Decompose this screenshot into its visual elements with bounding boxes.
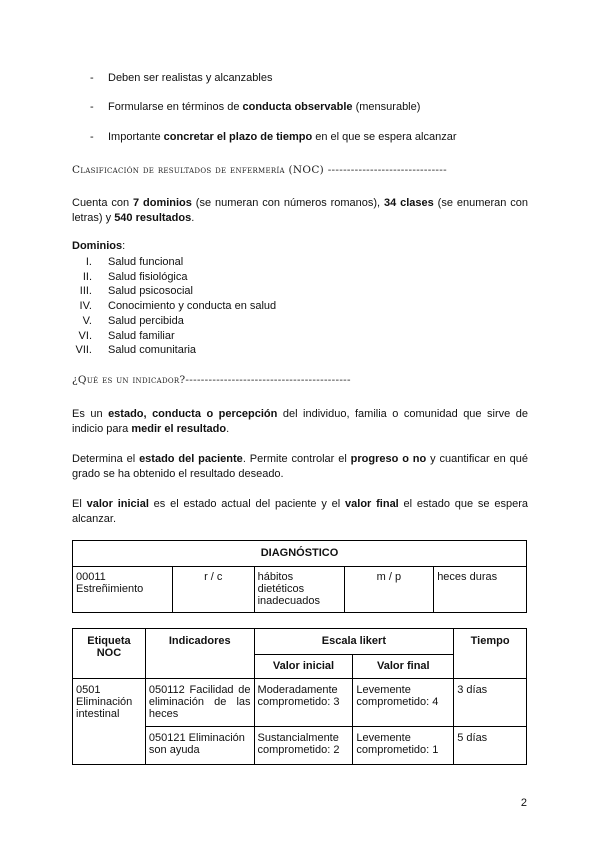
paragraph-valores [72, 497, 528, 527]
paragraph-indicador-definicion [72, 407, 528, 437]
tiempo-cell: 3 días [454, 679, 527, 727]
table-row [73, 679, 527, 727]
bold-run: 34 clases [384, 197, 434, 209]
bullet-dash: - [90, 131, 94, 143]
rich-text [108, 131, 457, 143]
text-run: es el estado actual del paciente y el [148, 498, 346, 510]
diagnostico-cause: hábitos dietéticos inadecuados [254, 567, 344, 613]
text-run: Es un [72, 408, 109, 420]
text-run: el estado que se espera alcanzar. [72, 498, 528, 525]
rich-text [108, 72, 272, 84]
bold-run: 540 resultados [114, 212, 192, 224]
dominio-label: Conocimiento y conducta en salud [108, 300, 277, 313]
text-run: (mensurable) [352, 101, 421, 113]
header-tiempo: Tiempo [454, 629, 527, 679]
etiqueta-cell: 0501 Eliminación intestinal [73, 679, 146, 765]
dominio-item [72, 329, 175, 344]
bold-run: 7 dominios [133, 197, 192, 209]
indicador-cell: 050121 Eliminación son ayuda [145, 727, 254, 765]
dominio-label: Salud comunitaria [108, 344, 197, 357]
dominio-number: IV. [79, 300, 92, 313]
dominio-number: II. [82, 270, 92, 283]
diagnostico-mp: m / p [344, 567, 434, 613]
table-row [73, 567, 527, 613]
text-run: Cuenta con [72, 197, 133, 209]
bold-run: estado, conducta o percepción [108, 408, 278, 420]
dominio-item [72, 255, 184, 270]
bullet-dash: - [90, 72, 94, 84]
bold-run: concretar el plazo de tiempo [163, 131, 313, 143]
dominio-item [72, 284, 193, 299]
bullet-item-conducta-observable [90, 101, 420, 113]
dominio-label: Salud percibida [108, 314, 184, 327]
dominio-item [72, 299, 277, 314]
section-heading-noc: Clasificación de resultados de enfermería (NOC) ------------------------------- [72, 164, 447, 176]
text-run: . Permite controlar el [242, 453, 351, 465]
bold-run: valor final [345, 498, 399, 510]
text-run: y cuantificar en qué grado se ha obtenido el resultado deseado. [72, 453, 528, 480]
valor-inicial-cell: Sustancialmente comprometido: 2 [254, 727, 353, 765]
text-run: (se numeran con números romanos), [191, 197, 384, 209]
text-run: Determina el [72, 453, 140, 465]
text-run: Formularse en términos de [108, 101, 243, 113]
bullet-item-realistas [90, 72, 272, 84]
header-valor-inicial: Valor inicial [254, 655, 353, 679]
diagnostico-code: 00011 [76, 571, 106, 583]
dominio-label: Salud funcional [108, 256, 184, 268]
dominio-item [72, 270, 188, 285]
noc-table [72, 628, 527, 765]
header-etiqueta-noc: Etiqueta NOC [73, 629, 146, 679]
dominio-number: III. [79, 285, 92, 298]
dominio-item [72, 314, 184, 329]
text-run: El [72, 498, 87, 510]
dominio-label: Salud fisiológica [108, 270, 188, 283]
header-valor-final: Valor final [353, 655, 454, 679]
valor-final-cell: Levemente comprometido: 4 [353, 679, 454, 727]
tiempo-cell: 5 días [454, 727, 527, 765]
text-run: del individuo, familia o comunidad que sirve de indicio para [72, 408, 528, 435]
table-row [73, 541, 527, 567]
indicador-cell: 050112 Facilidad de eliminación de las heces [145, 679, 254, 727]
dominios-colon: : [122, 240, 126, 252]
dominio-number: VI. [78, 329, 92, 342]
dominios-label [72, 240, 125, 252]
text-run: Importante [108, 131, 164, 143]
valor-final-cell: Levemente comprometido: 1 [353, 727, 454, 765]
dominio-item [72, 343, 197, 358]
valor-inicial-cell: Moderadamente comprometido: 3 [254, 679, 353, 727]
text-run: (se enumeran con letras) y [72, 197, 529, 224]
diagnostico-code-cell [73, 567, 173, 613]
dominios-list [72, 255, 372, 360]
dominio-number: VII. [75, 344, 92, 357]
bold-run: medir el resultado [131, 423, 227, 435]
diagnostico-title: DIAGNÓSTICO [73, 541, 527, 567]
bullet-item-plazo-tiempo [90, 131, 457, 143]
paragraph-noc-intro [72, 196, 528, 226]
dominio-label: Salud psicosocial [108, 285, 193, 298]
header-escala-likert: Escala likert [254, 629, 454, 655]
bold-run: valor inicial [86, 498, 149, 510]
rich-text [108, 101, 420, 113]
diagnostico-manifestation: heces duras [434, 567, 527, 613]
page-number: 2 [520, 797, 527, 809]
diagnostico-table [72, 540, 527, 613]
diagnostico-rc: r / c [172, 567, 254, 613]
bold-run: estado del paciente [139, 453, 243, 465]
dominio-label: Salud familiar [108, 329, 175, 342]
bold-run: progreso o no [350, 453, 427, 465]
text-run: en el que se espera alcanzar [312, 131, 457, 143]
text-run: . [226, 423, 230, 435]
paragraph-estado-paciente [72, 452, 528, 482]
header-indicadores: Indicadores [145, 629, 254, 679]
text-run: Deben ser realistas y alcanzables [108, 72, 273, 84]
dominio-number: I. [85, 256, 92, 268]
table-row [73, 629, 527, 655]
dominios-label-text: Dominios [72, 240, 123, 252]
section-heading-indicador: ¿Qué es un indicador?------------------------------------------- [72, 374, 351, 386]
text-run: . [191, 212, 195, 224]
diagnostico-name: Estreñimiento [76, 583, 144, 595]
dominio-number: V. [82, 314, 92, 327]
bold-run: conducta observable [242, 101, 353, 113]
bullet-dash: - [90, 101, 94, 113]
